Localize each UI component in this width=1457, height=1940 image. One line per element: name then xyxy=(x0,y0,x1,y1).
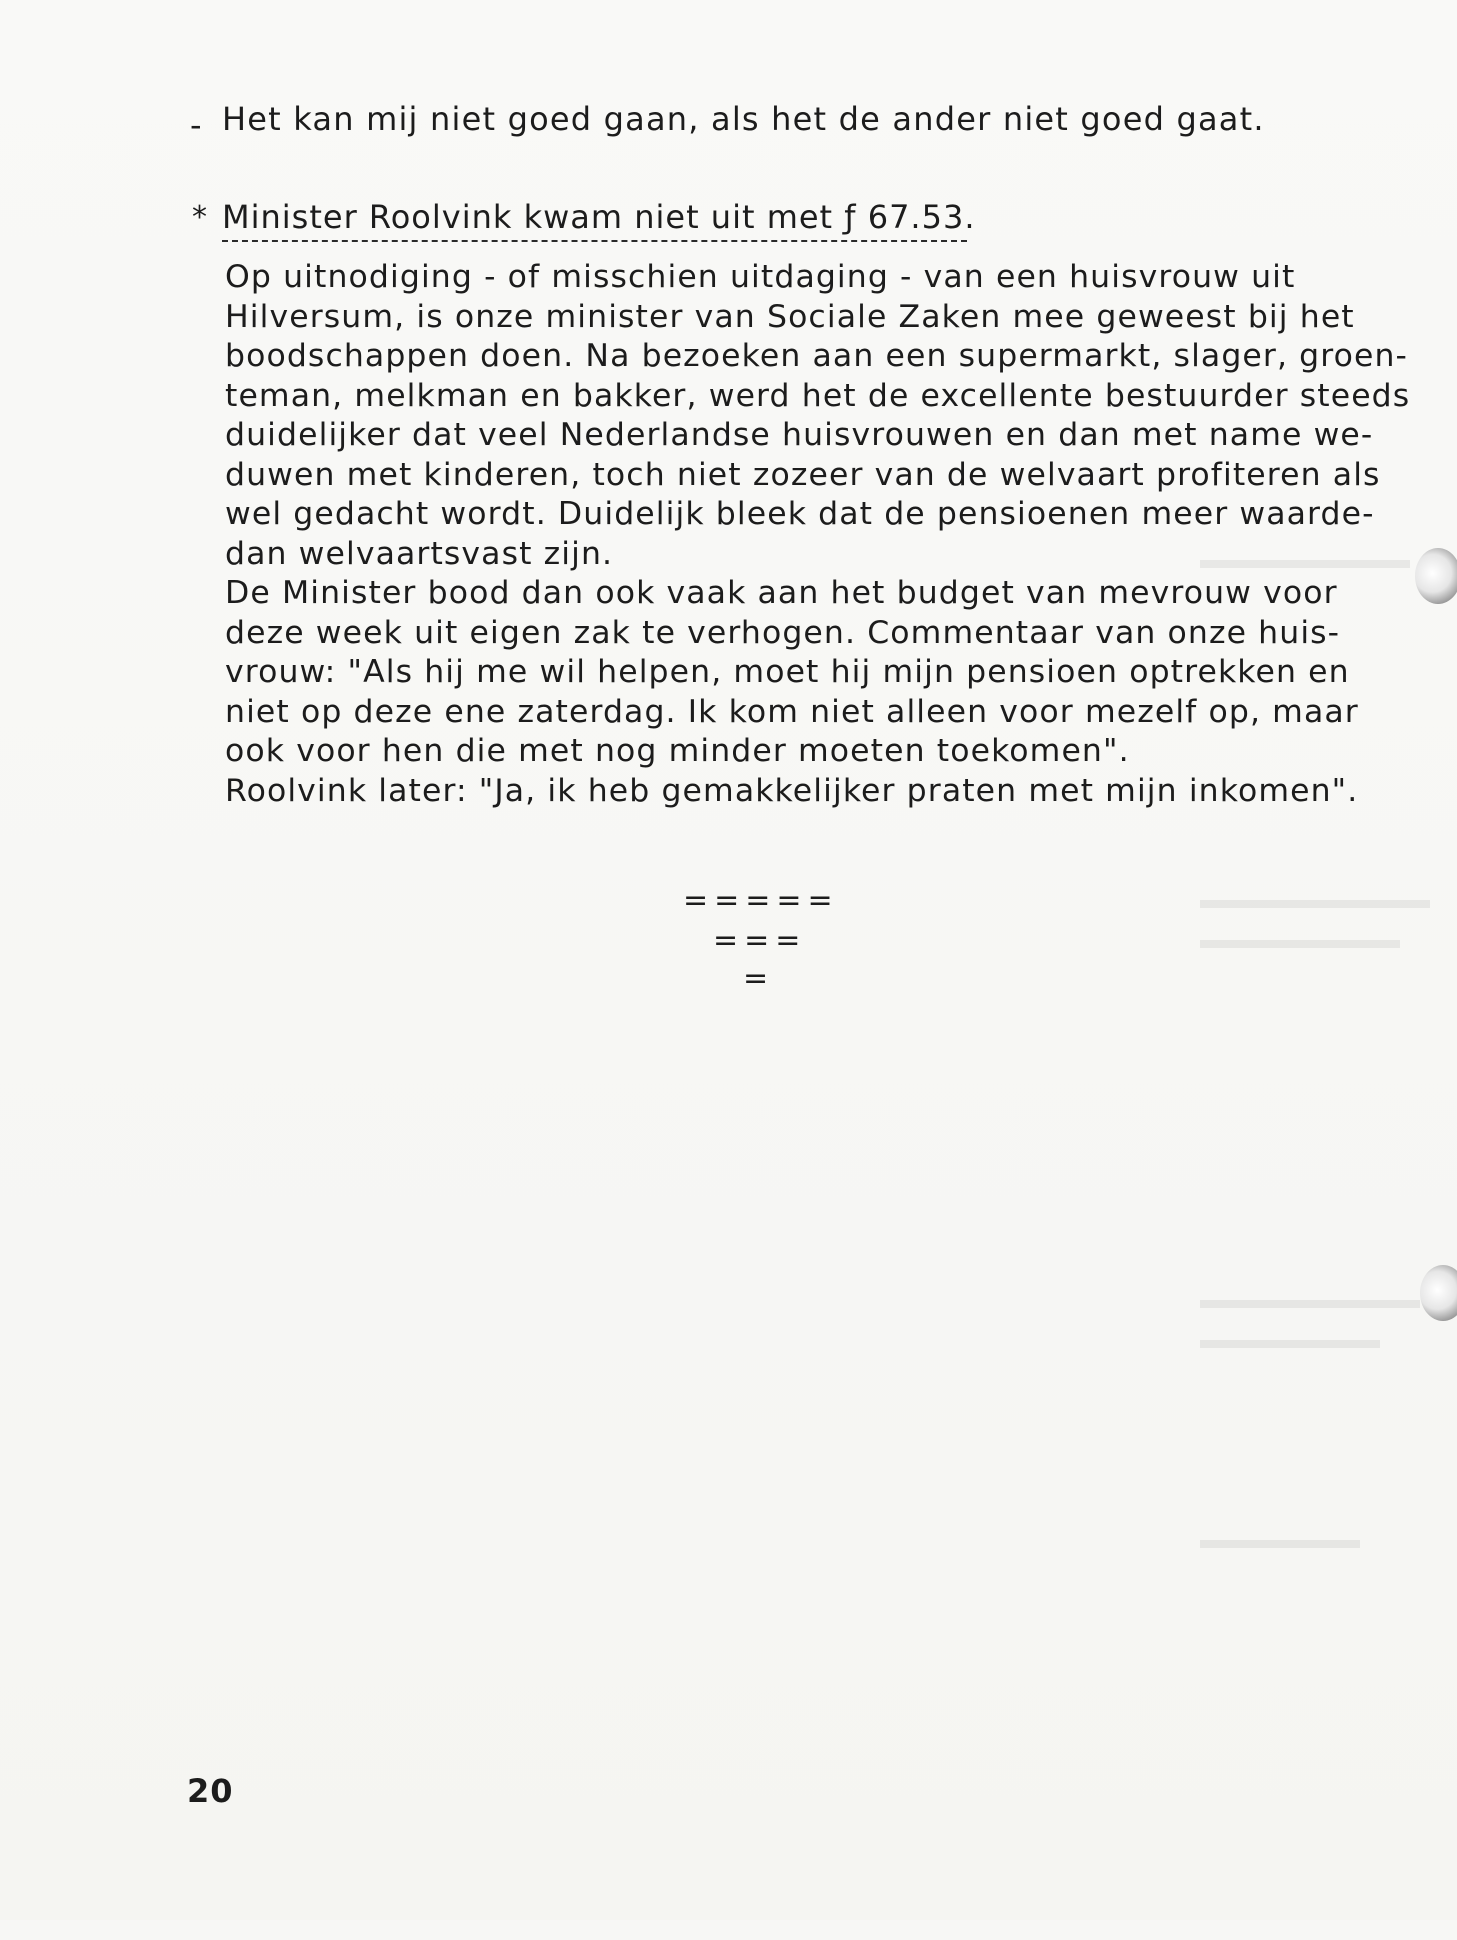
article-line: ook voor hen die met nog minder moeten toekomen". xyxy=(225,733,1130,769)
article-line: Op uitnodiging - of misschien uitdaging - van een huisvrouw uit xyxy=(225,259,1296,295)
punch-hole-lower xyxy=(1420,1265,1457,1321)
article-line: boodschappen doen. Na bezoeken aan een supermarkt, slager, groen- xyxy=(225,338,1409,374)
article-body xyxy=(225,258,1411,811)
article-line: Roolvink later: "Ja, ik heb gemakkelijker praten met mijn inkomen". xyxy=(225,772,1359,809)
heading-underline xyxy=(222,240,967,242)
article-bullet: * xyxy=(192,200,207,235)
article-heading: Minister Roolvink kwam niet uit met ƒ 67.53. xyxy=(222,198,976,236)
page-number: 20 xyxy=(187,1772,234,1810)
article-line: duidelijker dat veel Nederlandse huisvrouwen en dan met name we- xyxy=(225,417,1374,453)
article-line: wel gedacht wordt. Duidelijk bleek dat de pensioenen meer waarde- xyxy=(225,496,1375,532)
divider-row-2: === xyxy=(713,923,807,958)
article-line: Hilversum, is onze minister van Sociale Zaken mee geweest bij het xyxy=(225,298,1355,335)
divider-row-1: ===== xyxy=(683,883,839,918)
article-line: De Minister bood dan ook vaak aan het budget van mevrouw voor xyxy=(225,575,1338,611)
article-line: vrouw: "Als hij me wil helpen, moet hij mijn pensioen optrekken en xyxy=(225,654,1350,690)
article-line: deze week uit eigen zak te verhogen. Commentaar van onze huis- xyxy=(225,614,1341,651)
punch-hole-upper xyxy=(1415,548,1457,604)
article-line: dan welvaartsvast zijn. xyxy=(225,535,614,572)
article-line: niet op deze ene zaterdag. Ik kom niet alleen voor mezelf op, maar xyxy=(225,693,1359,730)
divider-row-3: = xyxy=(743,961,775,996)
intro-sentence: Het kan mij niet goed gaan, als het de ander niet goed gaat. xyxy=(222,100,1265,138)
article-line: duwen met kinderen, toch niet zozeer van de welvaart profiteren als xyxy=(225,456,1381,493)
intro-dash: - xyxy=(190,106,202,144)
article-line: teman, melkman en bakker, werd het de excellente bestuurder steeds xyxy=(225,377,1411,414)
